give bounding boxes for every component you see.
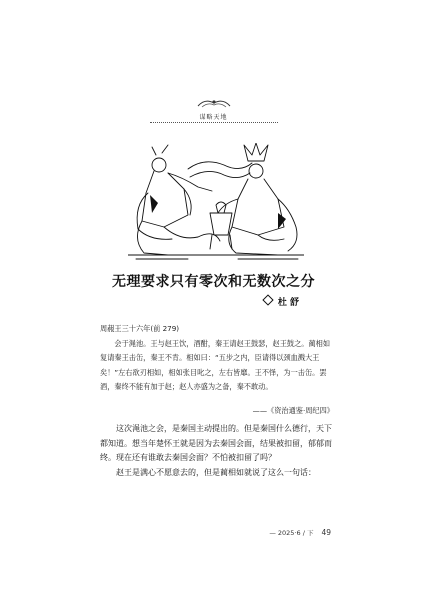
author-byline xyxy=(264,295,299,308)
header-ornament-icon xyxy=(196,96,232,110)
author-name: 杜 舒 xyxy=(277,298,299,308)
article-body xyxy=(100,422,334,480)
article-title: 无理要求只有零次和无数次之分 xyxy=(112,274,315,290)
body-paragraph: 这次渑池之会，是秦国主动提出的。但是秦国什么德行，天下都知道。想当年楚怀王就是因为去秦国会面，结果被扣留，郁郁而终。现在还有谁敢去秦国会面？不怕被扣留了吗？ xyxy=(100,424,332,463)
diamond-icon xyxy=(262,294,273,305)
header-divider xyxy=(150,122,278,123)
page-number: 49 xyxy=(321,528,331,537)
body-paragraph: 赵王是满心不愿意去的，但是蔺相如就说了这么一句话： xyxy=(116,467,316,477)
issue-label: — 2025·6 / 下 xyxy=(269,529,314,537)
section-label: 谋略天地 xyxy=(199,114,228,121)
quote-date-line: 周赧王三十六年(前 279) xyxy=(100,324,180,333)
quote-excerpt xyxy=(100,322,334,395)
quote-passage: 会于渑池。王与赵王饮，酒酣，秦王请赵王鼓瑟，赵王鼓之。蔺相如复请秦王击缶，秦王不肯。相如曰：“五步之内，臣请得以颈血溅大王矣！”左右欲刃相如，相如张目叱之，左右皆靡。王不怿，为一击缶。罢酒，秦终不能有加于赵；赵人亦盛为之备，秦不敢动。 xyxy=(100,338,331,392)
quote-source: ——《资治通鉴·周纪四》 xyxy=(252,406,334,415)
page-footer xyxy=(269,528,331,537)
illustration-figures xyxy=(128,143,304,263)
